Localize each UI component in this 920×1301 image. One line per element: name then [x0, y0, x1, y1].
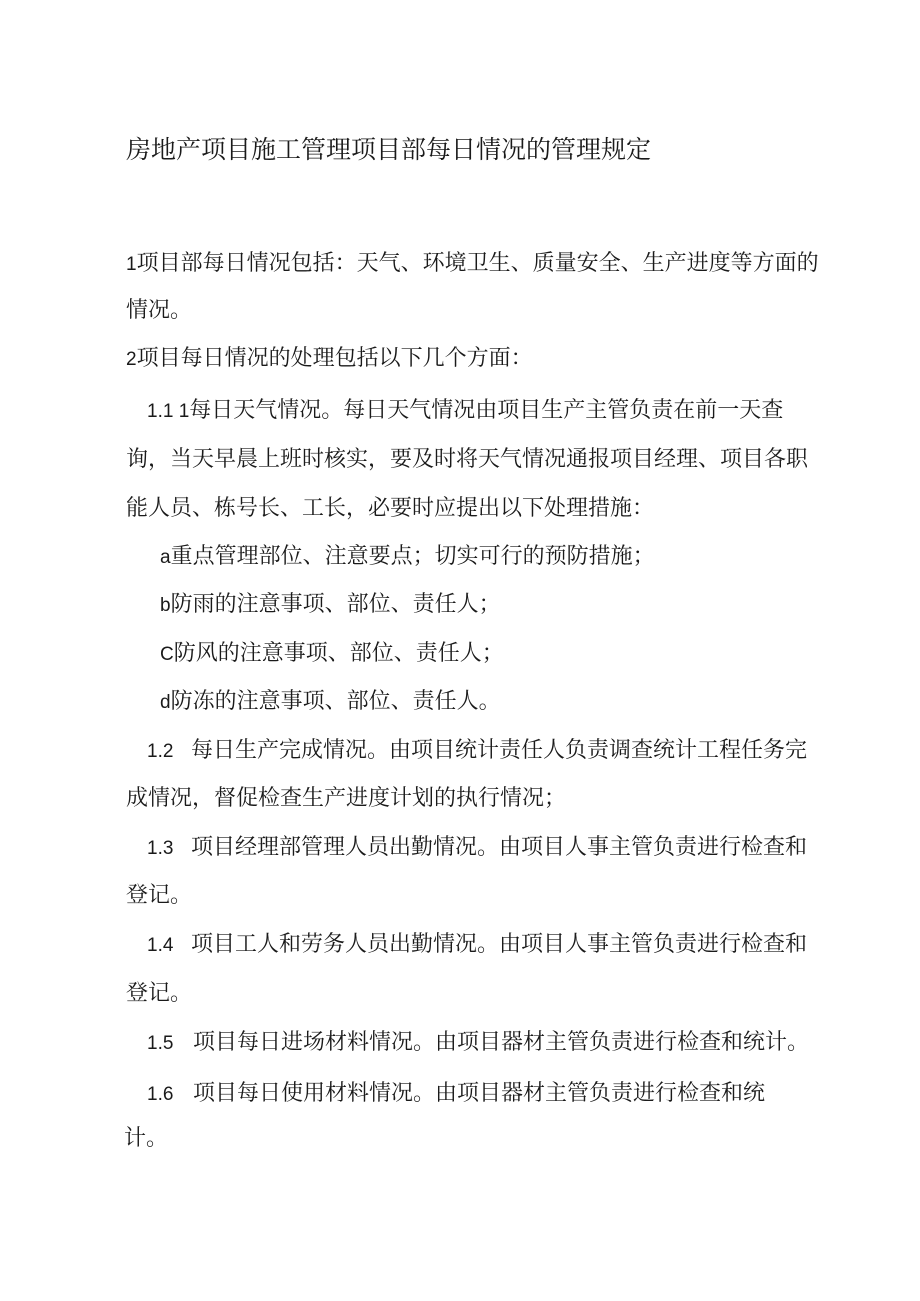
measure-d-text: 防冻的注意事项、部位、责任人。 [170, 689, 501, 714]
section-1-6-text: 项目每日使用材料情况。由项目器材主管负责进行检查和统 [193, 1081, 766, 1106]
measure-a-text: 重点管理部位、注意要点；切实可行的预防措施； [170, 544, 655, 569]
section-1-6-line-1 [147, 1079, 765, 1110]
section-1-3-text: 项目经理部管理人员出勤情况。由项目人事主管负责进行检查和 [191, 835, 808, 860]
section-1-1-1-text: 每日天气情况。每日天气情况由项目生产主管负责在前一天查 [189, 398, 784, 423]
item-2-line [126, 344, 533, 375]
item-1-line-2: 情况。 [126, 298, 193, 323]
measure-d [160, 687, 501, 718]
document-title: 房地产项目施工管理项目部每日情况的管理规定 [126, 135, 652, 164]
section-1-5-line [147, 1028, 809, 1059]
section-1-4-line-1 [147, 930, 807, 961]
section-1-4-line-2: 登记。 [126, 981, 193, 1006]
item-1-text: 项目部每日情况包括：天气、环境卫生、质量安全、生产进度等方面的 [136, 251, 819, 276]
section-1-3-number: 1.3 [147, 838, 174, 859]
measure-b-text: 防雨的注意事项、部位、责任人； [170, 592, 501, 617]
section-1-1-1-number: 1.1 1 [147, 401, 190, 422]
section-1-6-line-2: 计。 [124, 1126, 169, 1151]
measure-b-letter: b [160, 595, 171, 616]
section-1-2-text: 每日生产完成情况。由项目统计责任人负责调查统计工程任务完 [191, 738, 808, 763]
measure-c-text: 防风的注意事项、部位、责任人； [173, 641, 504, 666]
section-1-4-number: 1.4 [147, 935, 174, 956]
section-1-5-number: 1.5 [147, 1033, 174, 1054]
section-1-2-number: 1.2 [147, 741, 174, 762]
section-1-2-line-1 [147, 736, 807, 767]
section-1-3-line-2: 登记。 [126, 883, 193, 908]
item-1-line-1 [126, 249, 819, 280]
section-1-2-line-2: 成情况，督促检查生产进度计划的执行情况； [126, 786, 567, 811]
item-1-number: 1 [126, 254, 137, 275]
measure-a-letter: a [160, 547, 171, 568]
item-2-number: 2 [126, 349, 137, 370]
section-1-1-1-line-1 [147, 396, 783, 427]
section-1-5-text: 项目每日进场材料情况。由项目器材主管负责进行检查和统计。 [193, 1030, 810, 1055]
measure-a [160, 542, 655, 573]
section-1-1-1-line-2: 询，当天早晨上班时核实，要及时将天气情况通报项目经理、项目各职 [126, 447, 809, 472]
section-1-4-text: 项目工人和劳务人员出勤情况。由项目人事主管负责进行检查和 [191, 932, 808, 957]
measure-b [160, 590, 501, 621]
measure-c-letter: C [160, 644, 174, 665]
section-1-1-1-line-3: 能人员、栋号长、工长，必要时应提出以下处理措施： [126, 496, 655, 521]
section-1-6-number: 1.6 [147, 1084, 174, 1105]
measure-d-letter: d [160, 692, 171, 713]
item-2-text: 项目每日情况的处理包括以下几个方面： [136, 346, 533, 371]
measure-c [160, 639, 504, 670]
section-1-3-line-1 [147, 833, 807, 864]
